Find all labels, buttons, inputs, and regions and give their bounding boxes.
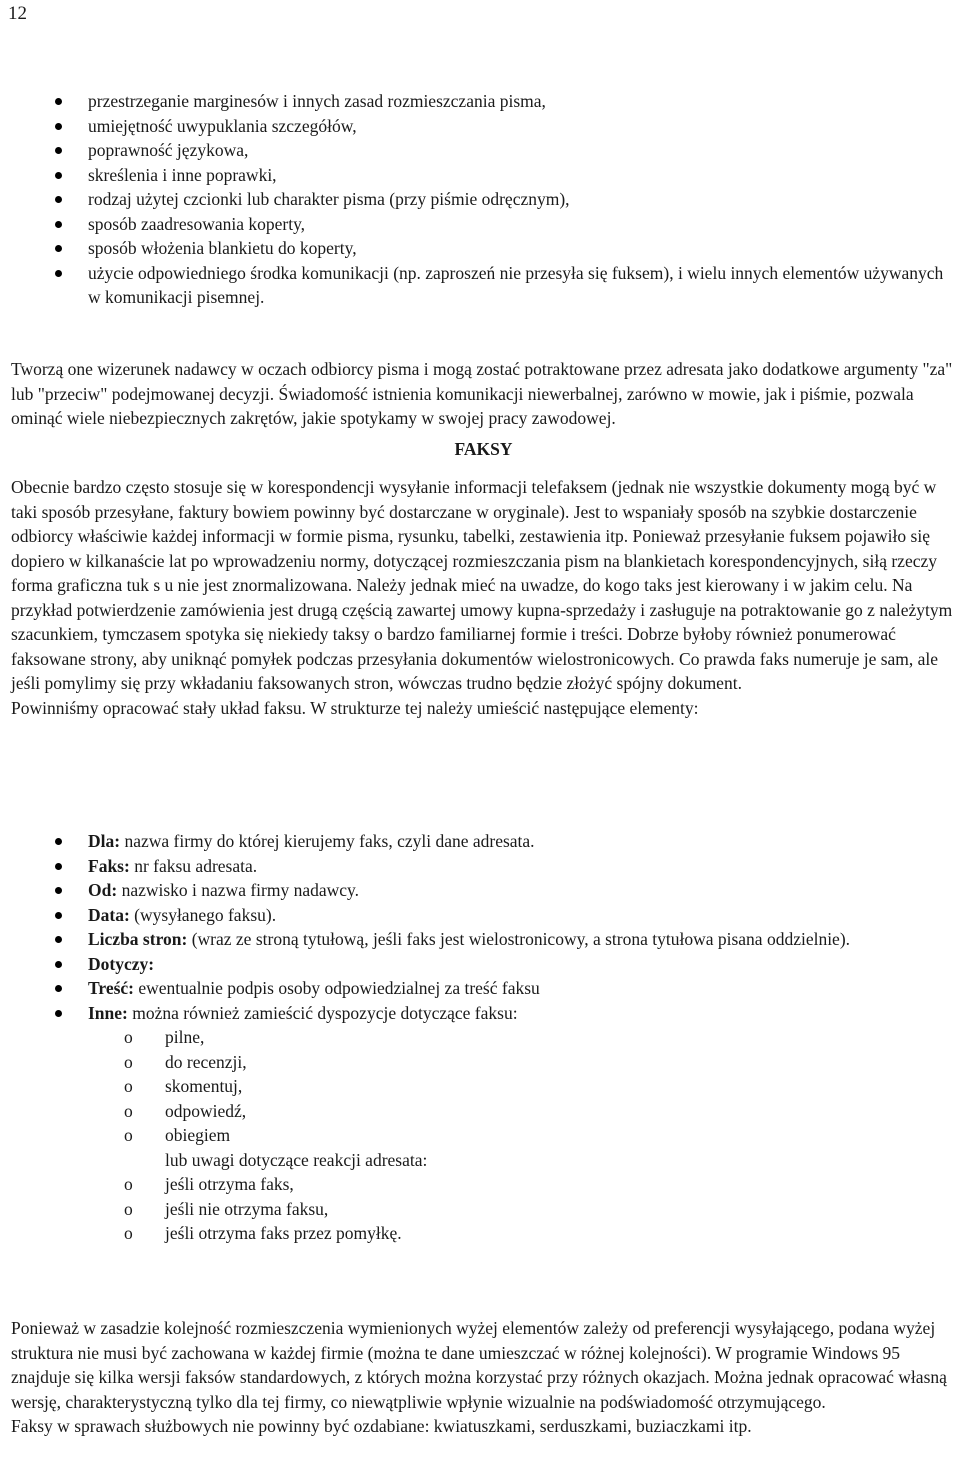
fax-element-label: Dotyczy:: [88, 953, 155, 974]
fax-element-item: [11, 829, 956, 854]
fax-element-item: [11, 952, 956, 977]
paragraph-image-of-sender: Tworzą one wizerunek nadawcy w oczach odbiorcy pisma i mogą zostać potraktowane przez adresata jako dodatkowe argumenty "za" lub "przeciw" podejmowanej decyzji. Świadomość istnienia komunikacji niewerbalnej, zarówno w mowie, jak i piśmie, pozwala ominąć wiele niebezpiecznych zakrętów, jakie spotykamy w swojej pracy zawodowej.: [11, 359, 953, 428]
communication-elements-list: [11, 89, 956, 310]
paragraph-no-decorations: Faksy w sprawach służbowych nie powinny być ozdabiane: kwiatuszkami, serduszkami, buziaczkami itp.: [11, 1416, 752, 1436]
sub-list-item: o odpowiedź,: [11, 1099, 956, 1124]
fax-element-text: nazwa firmy do której kierujemy faks, czyli dane adresata.: [120, 831, 535, 851]
list-item: poprawność językowa,: [11, 138, 956, 163]
sub-list-item: o pilne,: [11, 1025, 956, 1050]
list-item: skreślenia i inne poprawki,: [11, 163, 956, 188]
sub-list-item: o jeśli otrzyma faks przez pomyłkę.: [11, 1221, 956, 1246]
fax-element-text: (wraz ze stroną tytułową, jeśli faks jest wielostronicowy, a strona tytułowa pisana oddzielnie).: [187, 929, 851, 949]
sub-list-item: o jeśli nie otrzyma faksu,: [11, 1197, 956, 1222]
fax-elements-list: [11, 829, 956, 1246]
fax-element-text: ewentualnie podpis osoby odpowiedzialnej za treść faksu: [134, 978, 540, 998]
paragraph-fax-layout-intro: Powinniśmy opracować stały układ faksu. W strukturze tej należy umieścić następujące elementy:: [11, 697, 699, 718]
list-item: sposób zaadresowania koperty,: [11, 212, 956, 237]
fax-element-label: Liczba stron:: [88, 929, 188, 949]
fax-element-item: [11, 854, 956, 879]
fax-element-label: Faks:: [88, 855, 130, 876]
list-item: użycie odpowiedniego środka komunikacji (np. zaproszeń nie przesyła się fuksem), i wielu innych elementów używanych w komunikacji pisemnej.: [11, 261, 956, 310]
fax-element-label: Inne:: [88, 1002, 128, 1023]
fax-element-item: [11, 927, 956, 952]
closing-section: [11, 1316, 956, 1439]
fax-element-label: Dla:: [88, 831, 121, 851]
sub-list-item: o jeśli otrzyma faks,: [11, 1172, 956, 1197]
paragraph-fax-usage: Obecnie bardzo często stosuje się w korespondencji wysyłanie informacji telefaksem (jednak nie wszystkie dokumenty mogą być w taki sposób przesyłane, faktury bowiem powinny być dostarczane w oryginale). Jest to wspaniały sposób na szybkie dostarczenie odbiorcy właściwie każdej informacji w formie pisma, rysunku, tabelki, zestawienia itp. Ponieważ przesyłanie fuksem pojawiło się dopiero w kilkanaście lat po wprowadzeniu normy, dotyczącej rozmieszczania pism na blankietach korespondencyjnych, siłą rzeczy forma graficzna tuk s u nie jest znormalizowana. Należy jednak mieć na uwadze, do kogo taks jest kierowany i w jakim celu. Na przykład potwierdzenie zamówienia jest drugą częścią zawartej umowy kupna-sprzedaży i zasługuje na potraktowanie go z należytym szacunkiem, tymczasem spotyka się niekiedy taksy o bardzo familiarnej formie i treści. Dobrze byłoby również ponumerować faksowane strony, aby uniknąć pomyłek podczas przesyłania dokumentów wielostronicowych. Co prawda faks numeruje je sam, ale jeśli pomylimy się przy wkładaniu faksowanych stron, wówczas trudno będzie złożyć spójny dokument.: [11, 477, 953, 693]
fax-element-text: można również zamieścić dyspozycje dotyczące faksu:: [127, 1002, 518, 1023]
fax-element-item: [11, 976, 956, 1001]
fax-element-item: [11, 878, 956, 903]
page-number: 12: [8, 3, 27, 24]
fax-element-text: nazwisko i nazwa firmy nadawcy.: [117, 880, 360, 900]
list-item: umiejętność uwypuklania szczegółów,: [11, 114, 956, 139]
list-item: sposób włożenia blankietu do koperty,: [11, 236, 956, 261]
list-item: przestrzeganie marginesów i innych zasad rozmieszczania pisma,: [11, 89, 956, 114]
fax-element-item: [11, 1001, 956, 1026]
section-heading-faksy: FAKSY: [454, 438, 513, 459]
list-item: rodzaj użytej czcionki lub charakter pisma (przy piśmie odręcznym),: [11, 187, 956, 212]
fax-element-text: nr faksu adresata.: [129, 855, 258, 876]
sub-list-item: o skomentuj,: [11, 1074, 956, 1099]
fax-element-label: Od:: [88, 880, 118, 900]
sub-list-item: o obiegiem: [11, 1123, 956, 1148]
paragraph-element-order: Ponieważ w zasadzie kolejność rozmieszczenia wymienionych wyżej elementów zależy od preferencji wysyłającego, podana wyżej struktura nie musi być zachowana w każdej firmie (można te dane umieszczać w różnej kolejności). W programie Windows 95 znajduje się kilka wersji faksów standardowych, z których można korzystać przy różnych okazjach. Można jednak opracować własną wersję, charakterystyczną tylko dla tej firmy, co niewątpliwie wpłynie wizualnie na podświadomość otrzymującego.: [11, 1318, 947, 1412]
sub-list-note: lub uwagi dotyczące reakcji adresata:: [165, 1149, 428, 1170]
sub-list-item: o do recenzji,: [11, 1050, 956, 1075]
body-section: [11, 357, 956, 720]
fax-element-text: (wysyłanego faksu).: [129, 904, 277, 925]
fax-element-item: [11, 903, 956, 928]
fax-element-label: Treść:: [88, 978, 134, 998]
fax-element-label: Data:: [88, 904, 130, 925]
